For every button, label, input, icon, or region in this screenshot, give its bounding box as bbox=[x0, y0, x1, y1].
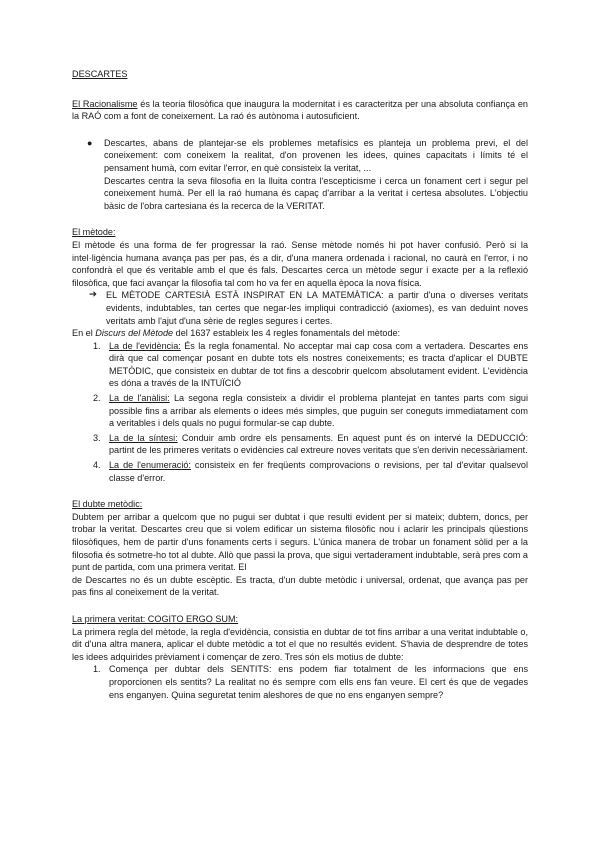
rule-name: La de l'evidència: bbox=[109, 340, 181, 351]
rule-text: És la regla fonamental. No acceptar mai cap cosa com a vertadera. Descartes ens dirà que cal començar posant en dubte tots els nostres coneixements; es tracta d'aplicar el DUBTE METÒDIC, que consisteix en dubtar de tot fins a descobrir quelcom absolutament evident. L'evidència es dóna a través de la INTUÏCIÓ bbox=[109, 340, 528, 389]
rule-name: La de la síntesi: bbox=[109, 432, 178, 443]
arrow-right-icon: ➔ bbox=[89, 289, 97, 301]
intro-text: és la teoria filosòfica que inaugura la modernitat i es caracteritza per una absoluta confiança en la RAÓ com a font de coneixement. La raó és autònoma i autosuficient. bbox=[72, 98, 528, 122]
dubte-section bbox=[72, 498, 528, 599]
arrow-paragraph: EL MÈTODE CARTESIÀ ESTÀ INSPIRAT EN LA MATEMÀTICA: a partir d'una o diverses veritats evidents, indubtables, tan certes que negar-les impliqui contradicció (axiomes), es van deduint noves veritats amb l'ajut d'una sèrie de regles segures i certes. bbox=[106, 290, 528, 326]
rule-number: 4. bbox=[93, 460, 101, 471]
rules-intro-pre: En el bbox=[72, 328, 96, 339]
rules-intro bbox=[72, 327, 528, 340]
rule-item bbox=[76, 392, 528, 430]
rule-number: 2. bbox=[93, 393, 101, 404]
bullet-item bbox=[79, 137, 528, 213]
bullet-dot-icon: ● bbox=[87, 137, 93, 148]
racionalisme-term: El Racionalisme bbox=[72, 98, 138, 109]
cogito-paragraph: La primera regla del mètode, la regla d'evidència, consistia en dubtar de tot fins arribar a una veritat indubtable o, dit d'una altra manera, aplicar el dubte metòdic a tot el que no resultés evident. S'havia de desprendre de totes les idees adquirides prèviament i començar de zero. Tres són els motius de dubte: bbox=[72, 626, 528, 662]
arrow-item bbox=[81, 289, 528, 327]
dubte-heading: El dubte metòdic: bbox=[72, 499, 143, 510]
rule-number: 3. bbox=[93, 432, 101, 443]
rule-name: La de l'enumeració: bbox=[109, 460, 191, 471]
bullet-paragraph-2: Descartes centra la seva filosofia en la lluita contra l'escepticisme i cerca un fonament cert i segur pel coneixement humà. Per ell la raó humana és capaç d'arribar a la veritat i certesa absolutes. L'objectiu bàsic de l'obra cartesiana és la recerca de la VERITAT. bbox=[104, 175, 528, 211]
book-title: Discurs del Mètode bbox=[95, 328, 174, 339]
metode-heading: El mètode: bbox=[72, 227, 116, 238]
rules-intro-post: del 1637 estableix les 4 regles fonamentals del mètode: bbox=[173, 328, 401, 339]
rule-item bbox=[76, 459, 528, 484]
rule-text: Conduir amb ordre els pensaments. En aquest punt és on intervé la DEDUCCIÓ: partint de les primeres veritats o evidències cal extreure noves veritats que s'en derivin necessàriament. bbox=[109, 432, 528, 456]
rules-list bbox=[72, 340, 528, 485]
rule-number: 1. bbox=[93, 340, 101, 351]
rule-item bbox=[76, 432, 528, 457]
dubte-paragraph-2: de Descartes no és un dubte escèptic. Es tracta, d'un dubte metòdic i universal, ordenat, que avança pas per pas fins al coneixement de la veritat. bbox=[72, 574, 528, 598]
rule-text: La segona regla consisteix a dividir el problema plantejat en tantes parts com sigui possible fins a arribar als elements o idees més simples, que puguin ser coneguts immediatament com a veritables i dels quals no pugui formular-se cap dubte. bbox=[109, 393, 528, 429]
doubt-item bbox=[76, 663, 528, 701]
metode-paragraph: El mètode és una forma de fer progressar la raó. Sense mètode només hi pot haver confusió. Però si la intel·ligència humana avança pas per pas, és a dir, d'una manera ordenada i racional, no caurà en l'error, i no confondrà el que és veritable amb el que és fals. Descartes cerca un mètode segur i exacte per a la reflexió filosòfica, que faci avançar la filosofia tal com ho va fer en aquella època la nova física. bbox=[72, 239, 528, 288]
bullet-paragraph-1: Descartes, abans de plantejar-se els problemes metafísics es planteja un problema previ, el del coneixement: com coneixem la realitat, d'on provenen les idees, quines capacitats i límits té el pensament humà, com evitar l'error, en què consisteix la veritat, ... bbox=[104, 137, 528, 173]
doubt-text: Comença per dubtar dels SENTITS: ens podem fiar totalment de les informacions que ens proporcionen els sentits? La realitat no és sempre com ells ens fan veure. El cert és que de vegades ens enganyen. Quina seguretat tenim aleshores de que no ens enganyen sempre? bbox=[109, 664, 528, 700]
intro-paragraph bbox=[72, 98, 528, 123]
doubt-list bbox=[72, 663, 528, 701]
dubte-paragraph-1: Dubtem per arribar a quelcom que no pugui ser dubtat i que resulti evident per si mateix; dubtem, doncs, per trobar la veritat. Descartes creu que si volem edificar un sistema filosòfic nou i aclarir les principals qüestions filosòfiques, hem de partir d'uns fonaments certs i segurs. L'única manera de trobar un fonament sòlid per a la filosofia és sotmetre-ho tot al dubte. Allò que passi la prova, que sigui vertaderament indubtable, serà pres com a punt de partida, com una primera veritat. El bbox=[72, 511, 528, 573]
cogito-section bbox=[72, 613, 528, 701]
rule-text: consisteix en fer freqüents comprovacions o revisions, per tal d'evitar qualsevol classe d'error. bbox=[109, 460, 528, 483]
metode-section bbox=[72, 226, 528, 484]
doubt-number: 1. bbox=[93, 664, 101, 675]
rule-name: La de l'anàlisi: bbox=[109, 393, 170, 404]
document-title: DESCARTES bbox=[72, 69, 128, 79]
rule-item bbox=[76, 340, 528, 390]
cogito-heading: La primera veritat: COGITO ERGO SUM: bbox=[72, 613, 239, 624]
